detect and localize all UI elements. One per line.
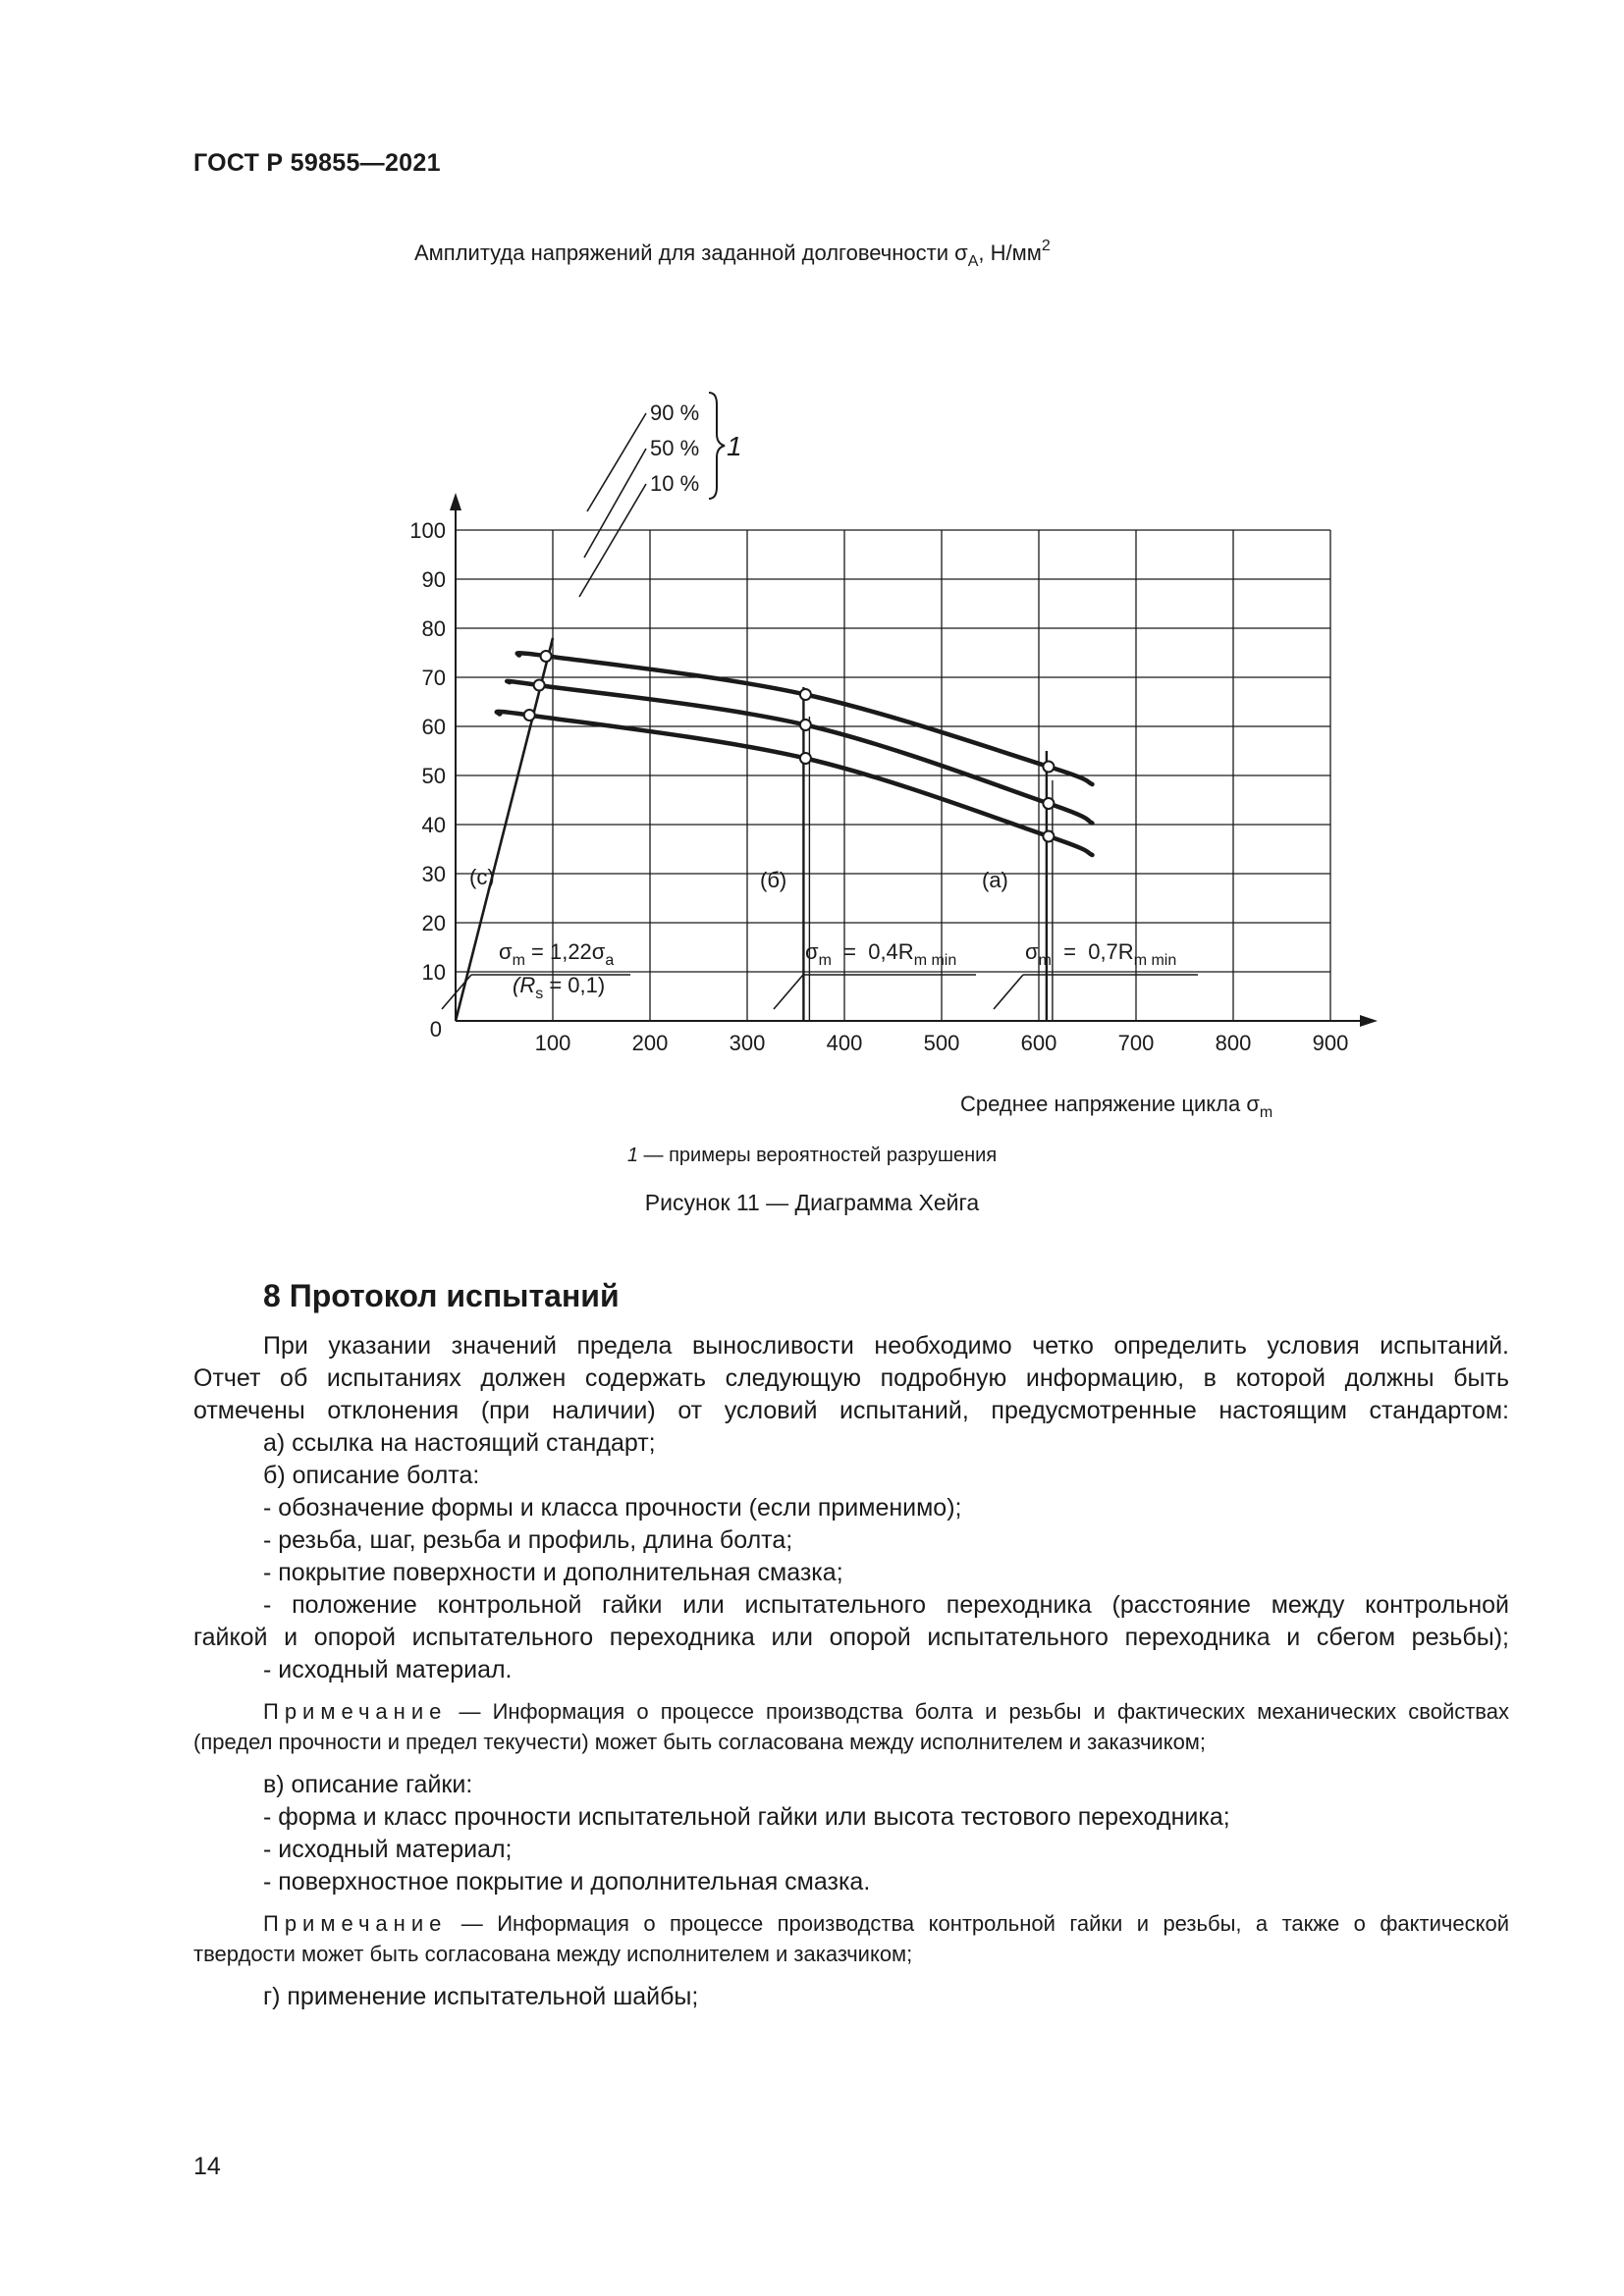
y-axis-label-unit: , Н/мм (978, 240, 1042, 265)
formula-b-leader (774, 975, 803, 1009)
note-1 (193, 1696, 1509, 1757)
x-tick-500: 500 (923, 1031, 960, 1055)
nut-detail-2: - исходный материал; (263, 1836, 513, 1863)
x-axis-label (960, 1092, 1272, 1121)
note-2-label: Примечание (263, 1911, 448, 1936)
y-axis-label-sup: 2 (1041, 238, 1051, 254)
intro-line-2: Отчет об испытаниях должен содержать следующую подробную информацию, в которой должны быть (193, 1364, 1509, 1392)
leader-10 (579, 484, 646, 597)
marked-point-1 (541, 651, 552, 662)
x-tick-0: 0 (429, 1017, 442, 1041)
y-tick-60: 60 (421, 715, 446, 739)
x-tick-400: 400 (826, 1031, 863, 1055)
formula-b-s2: m min (913, 952, 957, 969)
line-label-a: (а) (982, 868, 1008, 892)
formula-a-leader (994, 975, 1023, 1009)
y-tick-30: 30 (421, 862, 446, 886)
y-axis-label-sub: A (967, 253, 979, 270)
intro-line-1: При указании значений предела выносливости необходимо четко определить условия испытаний. (263, 1332, 1509, 1360)
document-header: ГОСТ Р 59855—2021 (193, 149, 441, 177)
haigh-diagram (393, 216, 1349, 1129)
x-tick-300: 300 (729, 1031, 766, 1055)
x-tick-700: 700 (1117, 1031, 1155, 1055)
bracket-entry-50: 50 % (650, 436, 700, 460)
note-2-text: — Информация о процессе производства контрольной гайки и резьбы, а также о фактической твердости может быть согласована между исполнителем и заказчиком; (193, 1911, 1509, 1966)
formula-c-p1: σ (499, 939, 513, 964)
x-tick-600: 600 (1020, 1031, 1057, 1055)
y-tick-10: 10 (421, 960, 446, 985)
marked-point-2 (534, 680, 545, 691)
series-10-curve (497, 712, 1093, 855)
legend-bracket (579, 393, 742, 597)
bolt-detail-4-line-1: - положение контрольной гайки или испытательного переходника (расстояние между контрольной (263, 1591, 1509, 1619)
formula-b-p1: σ (805, 939, 819, 964)
x-tick-100: 100 (534, 1031, 571, 1055)
bracket-entry-10: 10 % (650, 471, 700, 496)
formula-sigma-a (994, 939, 1198, 1009)
formula-a-s1: m (1038, 952, 1052, 969)
y-tick-50: 50 (421, 764, 446, 788)
nut-detail-1: - форма и класс прочности испытательной гайки или высота тестового переходника; (263, 1803, 1230, 1831)
y-tick-80: 80 (421, 616, 446, 641)
section-body (193, 1330, 1509, 2013)
line-label-c: (с) (469, 865, 495, 889)
formula-rs-p2: = 0,1) (543, 973, 606, 997)
curly-brace (709, 393, 725, 499)
marked-point-7 (1043, 762, 1054, 773)
line-label-b: (б) (760, 868, 787, 892)
y-axis-label-main: Амплитуда напряжений для заданной долговечности σ (414, 240, 968, 265)
formula-a-p1: σ (1025, 939, 1039, 964)
section-title: 8 Протокол испытаний (263, 1278, 620, 1313)
x-tick-900: 900 (1312, 1031, 1349, 1055)
legend-number: 1 (626, 1145, 638, 1166)
bolt-detail-3: - покрытие поверхности и дополнительная смазка; (263, 1559, 843, 1586)
formula-b-s1: m (818, 952, 832, 969)
chart-marked-points (524, 651, 1055, 842)
bracket-entry-90: 90 % (650, 400, 700, 425)
note-2 (193, 1908, 1509, 1969)
y-tick-100: 100 (409, 518, 446, 543)
marked-point-6 (800, 753, 811, 764)
y-tick-70: 70 (421, 666, 446, 690)
formula-c-s1: m (512, 952, 525, 969)
x-tick-800: 800 (1215, 1031, 1252, 1055)
x-axis-arrow (1360, 1015, 1378, 1027)
formula-rs-text (513, 973, 605, 1002)
formula-c-s2: a (605, 952, 615, 969)
formula-a-p2: = 0,7R (1051, 939, 1134, 964)
formula-a-text (1025, 939, 1176, 969)
intro-line-3: отмечены отклонения (при наличии) от условий испытаний, предусмотренные настоящим стандартом: (193, 1397, 1509, 1424)
y-tick-90: 90 (421, 567, 446, 592)
list-item-v: в) описание гайки: (263, 1771, 473, 1798)
list-item-g: г) применение испытательной шайбы; (263, 1983, 699, 2010)
marked-point-4 (800, 689, 811, 700)
bolt-detail-1: - обозначение формы и класса прочности (если применимо); (263, 1494, 962, 1522)
formula-c-text (499, 939, 614, 969)
formula-b-text (805, 939, 956, 969)
page-number: 14 (193, 2153, 221, 2180)
y-axis-label (414, 238, 1051, 270)
formula-sigma-c (442, 939, 630, 1009)
bracket-label: 1 (727, 431, 742, 461)
note-1-text: — Информация о процессе производства болта и резьбы и фактических механических свойствах (предел прочности и предел текучести) может быть согласована между исполнителем и заказчиком; (193, 1699, 1509, 1754)
marked-point-9 (1043, 831, 1054, 842)
marked-point-3 (524, 710, 535, 721)
note-1-label: Примечание (263, 1699, 448, 1724)
x-tick-200: 200 (631, 1031, 669, 1055)
marked-point-5 (800, 720, 811, 730)
formula-a-s2: m min (1133, 952, 1177, 969)
marked-point-8 (1043, 798, 1054, 809)
legend-text: — примеры вероятностей разрушения (637, 1145, 998, 1166)
bolt-detail-2: - резьба, шаг, резьба и профиль, длина болта; (263, 1526, 793, 1554)
figure-caption: Рисунок 11 — Диаграмма Хейга (644, 1190, 980, 1215)
leader-90 (587, 413, 646, 511)
list-item-b: б) описание болта: (263, 1462, 480, 1489)
list-item-a: а) ссылка на настоящий стандарт; (263, 1429, 656, 1457)
x-axis-label-main: Среднее напряжение цикла σ (960, 1092, 1260, 1116)
formula-rs-s1: s (535, 986, 544, 1002)
y-tick-40: 40 (421, 813, 446, 837)
bolt-detail-4-line-2: гайкой и опорой испытательного переходника или опорой испытательного переходника и сбегом резьбы); (193, 1624, 1509, 1651)
formula-c-p2: = 1,22σ (524, 939, 606, 964)
figure-legend (0, 1145, 1624, 1167)
y-tick-20: 20 (421, 911, 446, 935)
formula-rs-p1: (R (513, 973, 536, 997)
formula-b-p2: = 0,4R (831, 939, 914, 964)
nut-detail-3: - поверхностное покрытие и дополнительная смазка. (263, 1868, 871, 1896)
y-axis-arrow (450, 493, 461, 510)
x-axis-label-sub: m (1259, 1104, 1273, 1121)
bolt-detail-5: - исходный материал. (263, 1656, 513, 1683)
